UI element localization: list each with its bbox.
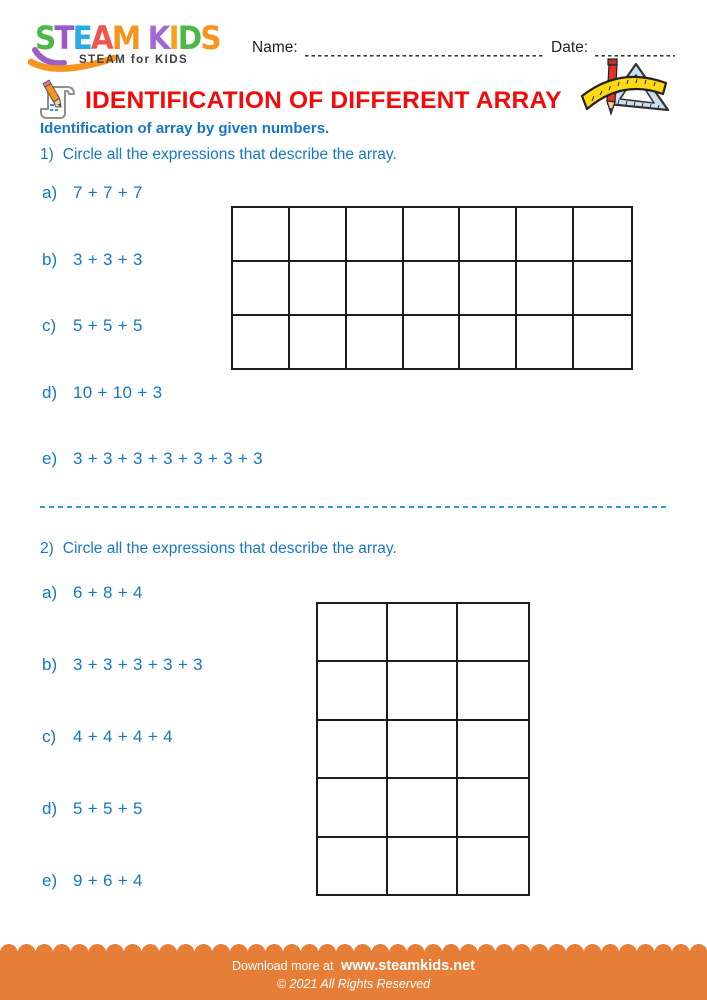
logo-tagline: STEAM for KIDS: [79, 54, 189, 66]
footer-copyright: © 2021 All Rights Reserved: [276, 977, 431, 991]
question-2-options: [42, 582, 203, 942]
array-cell: [574, 262, 631, 316]
option-label: c): [42, 727, 57, 746]
array-cell: [458, 662, 528, 720]
option-expression: 5 + 5 + 5: [73, 316, 143, 335]
name-label: Name:: [252, 39, 298, 56]
option-expression: 4 + 4 + 4 + 4: [73, 727, 173, 746]
array-cell: [290, 316, 347, 368]
option-expression: 3 + 3 + 3: [73, 249, 143, 269]
logo-letter: D: [177, 19, 201, 57]
footer-download-text: Download more at: [232, 959, 334, 973]
logo-letter: E: [72, 19, 91, 57]
array-cell: [318, 604, 388, 662]
option-d[interactable]: [42, 798, 203, 820]
option-label: e): [42, 449, 58, 468]
name-field: [252, 38, 543, 58]
footer-site-link[interactable]: www.steamkids.net: [340, 958, 475, 974]
array-cell: [574, 208, 631, 262]
array-grid-1: [231, 206, 633, 370]
footer-scallop-edge: [0, 944, 707, 953]
option-c[interactable]: [42, 726, 203, 748]
option-expression: 9 + 6 + 4: [73, 871, 143, 890]
option-label: d): [42, 799, 58, 818]
date-input-line[interactable]: [595, 47, 675, 57]
array-cell: [318, 662, 388, 720]
option-label: d): [42, 382, 58, 402]
array-cell: [233, 316, 290, 368]
question-2-text: Circle all the expressions that describe the array.: [62, 540, 397, 557]
array-cell: [347, 262, 404, 316]
array-cell: [458, 779, 528, 837]
worksheet-subtitle: Identification of array by given numbers.: [40, 120, 330, 137]
array-cell: [233, 208, 290, 262]
array-cell: [388, 662, 458, 720]
footer: [0, 944, 707, 1000]
option-label: b): [42, 655, 58, 674]
array-cell: [388, 779, 458, 837]
logo-letter: T: [54, 19, 73, 57]
array-cell: [460, 262, 517, 316]
page-title: IDENTIFICATION OF DIFFERENT ARRAY: [85, 87, 562, 114]
option-label: a): [42, 183, 58, 202]
array-grid-2: [316, 602, 530, 896]
logo-letter: I: [168, 19, 178, 57]
question-1: [40, 146, 397, 164]
option-d[interactable]: [42, 382, 263, 404]
logo-letter: S: [35, 19, 55, 57]
array-cell: [290, 262, 347, 316]
option-label: a): [42, 583, 58, 602]
option-e[interactable]: [42, 448, 263, 470]
scroll-pencil-icon: [36, 78, 82, 124]
date-field: [551, 38, 675, 58]
array-cell: [517, 208, 574, 262]
array-cell: [458, 604, 528, 662]
section-divider: [40, 506, 666, 508]
array-cell: [460, 208, 517, 262]
option-expression: 3 + 3 + 3 + 3 + 3: [73, 655, 203, 674]
option-expression: 6 + 8 + 4: [73, 583, 143, 602]
option-b[interactable]: [42, 249, 263, 271]
array-cell: [290, 208, 347, 262]
option-a[interactable]: [42, 182, 263, 204]
option-label: b): [42, 249, 58, 269]
array-cell: [404, 316, 461, 368]
option-a[interactable]: [42, 582, 203, 604]
name-input-line[interactable]: [305, 47, 543, 57]
array-cell: [460, 316, 517, 368]
array-cell: [388, 604, 458, 662]
array-cell: [388, 838, 458, 894]
array-cell: [318, 721, 388, 779]
date-label: Date:: [551, 39, 589, 56]
question-2: [40, 540, 397, 558]
option-expression: 10 + 10 + 3: [73, 382, 163, 402]
question-1-number: 1): [40, 146, 54, 163]
option-expression: 7 + 7 + 7: [73, 183, 143, 202]
array-cell: [574, 316, 631, 368]
option-expression: 5 + 5 + 5: [73, 799, 143, 818]
array-cell: [458, 721, 528, 779]
option-label: e): [42, 871, 58, 890]
array-cell: [517, 316, 574, 368]
footer-bar: [0, 953, 707, 1000]
question-2-number: 2): [40, 540, 54, 557]
option-e[interactable]: [42, 870, 203, 892]
array-cell: [318, 838, 388, 894]
array-cell: [233, 262, 290, 316]
option-label: c): [42, 316, 57, 335]
array-cell: [458, 838, 528, 894]
option-b[interactable]: [42, 654, 203, 676]
option-expression: 3 + 3 + 3 + 3 + 3 + 3 + 3: [73, 449, 263, 468]
question-1-options: [42, 182, 263, 515]
logo-letter: S: [200, 19, 220, 57]
array-cell: [318, 779, 388, 837]
logo-letter: A: [90, 19, 112, 57]
question-1-text: Circle all the expressions that describe the array.: [62, 146, 397, 163]
pencil-ruler-setsquare-icon: [578, 58, 674, 130]
array-cell: [517, 262, 574, 316]
array-cell: [388, 721, 458, 779]
option-c[interactable]: [42, 315, 263, 337]
logo-letter: K: [147, 19, 169, 57]
array-cell: [347, 208, 404, 262]
array-cell: [404, 208, 461, 262]
array-cell: [347, 316, 404, 368]
array-cell: [404, 262, 461, 316]
logo-letter: M: [111, 19, 140, 57]
